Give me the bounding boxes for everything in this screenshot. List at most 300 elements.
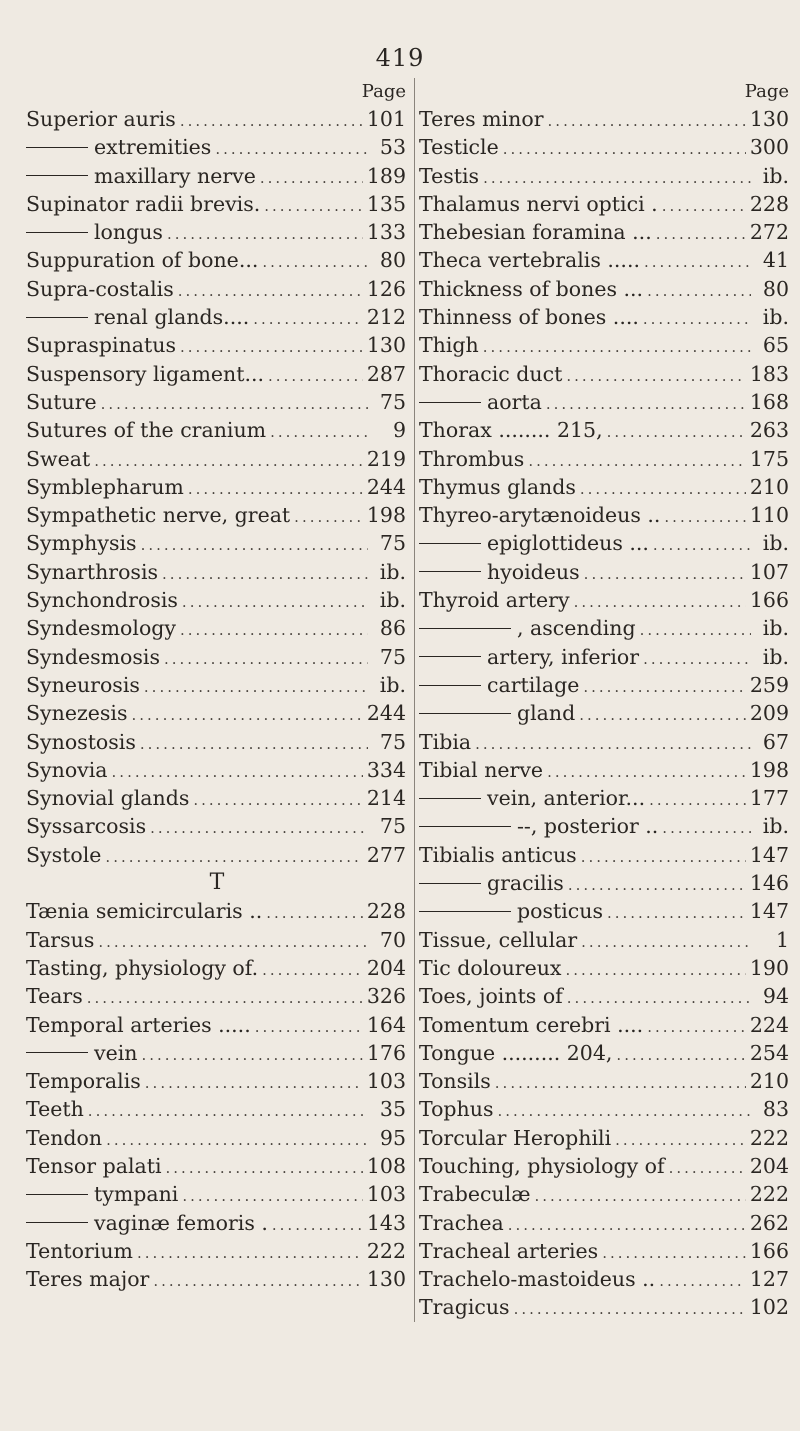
- leader-dots: [182, 1182, 362, 1208]
- index-entry: [26, 416, 408, 444]
- leader-dots: [508, 1211, 746, 1237]
- index-entry: [419, 614, 791, 642]
- index-entry: [419, 841, 791, 869]
- entry-page: 228: [366, 899, 406, 924]
- entry-term: Suppuration of bone...: [26, 248, 259, 273]
- entry-page: 75: [379, 644, 406, 669]
- index-entry: [26, 360, 408, 388]
- entry-page: 164: [366, 1012, 406, 1037]
- index-entry: [26, 982, 408, 1010]
- leader-dots: [643, 305, 751, 331]
- leader-dots: [483, 164, 751, 190]
- entry-term: Thrombus: [419, 446, 525, 471]
- ditto-dash: [419, 911, 511, 912]
- entry-page: 41: [762, 248, 789, 273]
- entry-term: Thinness of bones ....: [419, 305, 639, 330]
- entry-page: 210: [749, 474, 789, 499]
- leader-dots: [144, 673, 368, 699]
- entry-term: Symphysis: [26, 531, 137, 556]
- entry-page: ib.: [762, 644, 789, 669]
- index-entry: [26, 1011, 408, 1039]
- index-entry: [26, 190, 408, 218]
- entry-page: 224: [749, 1012, 789, 1037]
- entry-term: Testicle: [419, 135, 499, 160]
- index-entry: [419, 897, 791, 925]
- entry-page: 35: [379, 1097, 406, 1122]
- leader-dots: [106, 1126, 368, 1152]
- leader-dots: [255, 1013, 363, 1039]
- entry-page: 130: [749, 107, 789, 131]
- index-entry: [26, 926, 408, 954]
- leader-dots: [88, 1097, 368, 1123]
- entry-term: Toes, joints of: [419, 984, 563, 1009]
- entry-page: 177: [749, 786, 789, 811]
- index-entry: [26, 133, 408, 161]
- index-entry: [419, 784, 791, 812]
- index-list: [419, 105, 791, 1322]
- entry-page: 70: [379, 927, 406, 952]
- index-entry: [26, 954, 408, 982]
- index-entry: [26, 1209, 408, 1237]
- entry-page: 75: [379, 729, 406, 754]
- entry-term: Synostosis: [26, 729, 136, 754]
- entry-term: Thalamus nervi optici .: [419, 191, 658, 216]
- leader-dots: [644, 248, 751, 274]
- leader-dots: [260, 164, 363, 190]
- leader-dots: [546, 390, 746, 416]
- index-entry: [419, 643, 791, 671]
- index-column-left: [26, 78, 408, 1293]
- index-entry: [26, 1265, 408, 1293]
- entry-term: renal glands....: [94, 305, 250, 330]
- entry-term: , ascending: [517, 616, 636, 641]
- entry-term: Teres minor: [419, 107, 544, 131]
- entry-page: ib.: [379, 559, 406, 584]
- entry-term: Temporal arteries .....: [26, 1012, 251, 1037]
- index-entry: [26, 388, 408, 416]
- entry-page: 228: [749, 191, 789, 216]
- entry-term: hyoideus: [487, 559, 580, 584]
- index-entry: [419, 1293, 791, 1321]
- leader-dots: [669, 1154, 746, 1180]
- index-entry: [419, 331, 791, 359]
- page-number: 419: [375, 44, 425, 72]
- leader-dots: [182, 588, 368, 614]
- entry-term: Thorax ........ 215,: [419, 418, 603, 443]
- leader-dots: [547, 758, 746, 784]
- leader-dots: [664, 503, 745, 529]
- index-entry: [26, 162, 408, 190]
- leader-dots: [266, 899, 363, 925]
- index-entry: [26, 1180, 408, 1208]
- entry-page: 219: [366, 446, 406, 471]
- leader-dots: [141, 1041, 362, 1067]
- entry-page: 210: [749, 1069, 789, 1094]
- entry-page: 94: [762, 984, 789, 1009]
- leader-dots: [579, 701, 746, 727]
- index-entry: [419, 105, 791, 133]
- index-entry: [419, 728, 791, 756]
- leader-dots: [153, 1267, 363, 1293]
- leader-dots: [649, 786, 746, 812]
- entry-term: Superior auris: [26, 107, 176, 131]
- entry-term: Tomentum cerebri ....: [419, 1012, 644, 1037]
- ditto-dash: [419, 628, 511, 629]
- entry-page: 83: [762, 1097, 789, 1122]
- entry-page: 67: [762, 729, 789, 754]
- entry-term: Thoracic duct: [419, 361, 563, 386]
- entry-term: Synezesis: [26, 701, 128, 726]
- leader-dots: [607, 899, 746, 925]
- entry-term: maxillary nerve: [94, 163, 256, 188]
- leader-dots: [270, 418, 368, 444]
- entry-term: Teres major: [26, 1267, 150, 1292]
- index-entry: [419, 1067, 791, 1095]
- entry-term: longus: [94, 220, 163, 245]
- index-entry: [419, 473, 791, 501]
- index-entry: [26, 473, 408, 501]
- entry-term: Tic doloureux: [419, 955, 562, 980]
- index-entry: [26, 445, 408, 473]
- leader-dots: [178, 277, 363, 303]
- entry-term: Tendon: [26, 1125, 103, 1150]
- leader-dots: [483, 333, 751, 359]
- index-entry: [419, 303, 791, 331]
- leader-dots: [87, 984, 363, 1010]
- index-entry: [26, 501, 408, 529]
- entry-term: Theca vertebralis .....: [419, 248, 640, 273]
- entry-term: Synovia: [26, 757, 108, 782]
- entry-page: 75: [379, 531, 406, 556]
- leader-dots: [137, 1239, 363, 1265]
- leader-dots: [162, 560, 368, 586]
- entry-page: 222: [366, 1238, 406, 1263]
- leader-dots: [567, 984, 751, 1010]
- entry-page: 80: [762, 276, 789, 301]
- entry-term: gracilis: [487, 871, 564, 896]
- entry-term: Trachelo-mastoideus ..: [419, 1267, 656, 1292]
- ditto-dash: [419, 656, 481, 657]
- ditto-dash: [26, 1222, 88, 1223]
- entry-page: 143: [366, 1210, 406, 1235]
- leader-dots: [98, 928, 368, 954]
- entry-page: 262: [749, 1210, 789, 1235]
- leader-dots: [145, 1069, 363, 1095]
- leader-dots: [188, 475, 363, 501]
- leader-dots: [662, 814, 751, 840]
- ditto-dash: [26, 147, 88, 148]
- index-entry: [26, 643, 408, 671]
- leader-dots: [215, 135, 368, 161]
- entry-term: Tarsus: [26, 927, 95, 952]
- ditto-dash: [419, 713, 511, 714]
- index-entry: [419, 133, 791, 161]
- entry-page: 147: [749, 899, 789, 924]
- index-entry: [419, 275, 791, 303]
- entry-page: 9: [392, 418, 406, 443]
- entry-page: 103: [366, 1182, 406, 1207]
- index-entry: [419, 982, 791, 1010]
- entry-page: ib.: [762, 814, 789, 839]
- index-entry: [419, 1039, 791, 1067]
- entry-page: 244: [366, 474, 406, 499]
- index-entry: [419, 501, 791, 529]
- leader-dots: [615, 1126, 746, 1152]
- leader-dots: [94, 447, 363, 473]
- index-entry: [26, 1039, 408, 1067]
- index-entry: [26, 331, 408, 359]
- ditto-dash: [419, 883, 481, 884]
- entry-page: 272: [749, 220, 789, 245]
- index-entry: [26, 784, 408, 812]
- leader-dots: [101, 390, 368, 416]
- index-list: [26, 105, 408, 1293]
- entry-term: Tongue ......... 204,: [419, 1040, 613, 1065]
- entry-page: 75: [379, 814, 406, 839]
- entry-page: 214: [366, 786, 406, 811]
- entry-page: 189: [366, 163, 406, 188]
- entry-term: Trachea: [419, 1210, 504, 1235]
- entry-page: 300: [749, 135, 789, 160]
- entry-page: 130: [366, 1267, 406, 1292]
- index-entry: [26, 614, 408, 642]
- index-entry: [26, 1124, 408, 1152]
- leader-dots: [180, 616, 368, 642]
- entry-page: 190: [749, 955, 789, 980]
- ditto-dash: [419, 402, 481, 403]
- index-entry: [419, 1180, 791, 1208]
- index-entry: [419, 699, 791, 727]
- index-entry: [26, 756, 408, 784]
- leader-dots: [475, 730, 751, 756]
- leader-dots: [180, 333, 363, 359]
- entry-term: Tentorium: [26, 1238, 133, 1263]
- entry-term: Tragicus: [419, 1295, 510, 1320]
- entry-term: aorta: [487, 389, 542, 414]
- column-header: Page: [361, 81, 406, 102]
- leader-dots: [574, 588, 746, 614]
- entry-page: 166: [749, 1238, 789, 1263]
- entry-term: Tophus: [419, 1097, 494, 1122]
- index-entry: [419, 162, 791, 190]
- leader-dots: [662, 192, 746, 218]
- entry-page: 147: [749, 842, 789, 867]
- entry-term: extremities: [94, 135, 212, 160]
- index-entry: [26, 275, 408, 303]
- entry-page: ib.: [762, 531, 789, 556]
- entry-page: 53: [379, 135, 406, 160]
- index-entry: [419, 586, 791, 614]
- entry-page: 175: [749, 446, 789, 471]
- entry-page: 198: [749, 757, 789, 782]
- leader-dots: [180, 107, 363, 133]
- index-entry: [26, 728, 408, 756]
- entry-term: Sutures of the cranium: [26, 418, 267, 443]
- index-entry: [419, 558, 791, 586]
- entry-page: 95: [379, 1125, 406, 1150]
- entry-term: Synarthrosis: [26, 559, 159, 584]
- index-entry: [419, 1095, 791, 1123]
- entry-page: 101: [366, 107, 406, 131]
- entry-term: Sweat: [26, 446, 91, 471]
- entry-term: Supinator radii brevis.: [26, 191, 261, 216]
- entry-term: Tibial nerve: [419, 757, 544, 782]
- leader-dots: [583, 673, 746, 699]
- column-header: Page: [744, 81, 789, 102]
- section-letter: [26, 869, 408, 897]
- entry-page: 204: [749, 1153, 789, 1178]
- leader-dots: [503, 135, 746, 161]
- entry-page: 110: [749, 503, 789, 528]
- index-entry: [419, 1152, 791, 1180]
- entry-page: 133: [366, 220, 406, 245]
- entry-term: cartilage: [487, 672, 580, 697]
- leader-dots: [580, 475, 746, 501]
- entry-term: Tasting, physiology of.: [26, 955, 259, 980]
- index-entry: [26, 558, 408, 586]
- ditto-dash: [26, 1194, 88, 1195]
- index-entry: [419, 529, 791, 557]
- index-entry: [26, 1237, 408, 1265]
- leader-dots: [647, 1013, 746, 1039]
- entry-term: Syndesmosis: [26, 644, 160, 669]
- leader-dots: [581, 928, 751, 954]
- entry-term: Thyreo-arytænoideus ..: [419, 503, 661, 528]
- entry-page: 80: [379, 248, 406, 273]
- index-entry: [419, 388, 791, 416]
- entry-term: Tensor palati: [26, 1153, 162, 1178]
- entry-term: Syssarcosis: [26, 814, 147, 839]
- entry-term: Supraspinatus: [26, 333, 176, 358]
- entry-term: Systole: [26, 842, 102, 867]
- entry-page: 222: [749, 1182, 789, 1207]
- ditto-dash: [419, 826, 511, 827]
- entry-term: vaginæ femoris .: [94, 1210, 268, 1235]
- entry-page: 168: [749, 389, 789, 414]
- entry-page: 198: [366, 503, 406, 528]
- ditto-dash: [26, 1052, 88, 1053]
- entry-term: Syneurosis: [26, 672, 140, 697]
- entry-term: Teeth: [26, 1097, 84, 1122]
- leader-dots: [643, 645, 751, 671]
- index-entry: [419, 1209, 791, 1237]
- index-entry: [419, 1265, 791, 1293]
- leader-dots: [272, 1211, 363, 1237]
- index-entry: [419, 190, 791, 218]
- entry-term: vein, anterior...: [487, 786, 646, 811]
- leader-dots: [193, 786, 363, 812]
- entry-page: 183: [749, 361, 789, 386]
- index-column-right: [414, 78, 791, 1322]
- entry-page: 127: [749, 1267, 789, 1292]
- leader-dots: [294, 503, 363, 529]
- index-entry: [419, 445, 791, 473]
- leader-dots: [514, 1295, 746, 1321]
- leader-dots: [141, 531, 368, 557]
- leader-dots: [164, 645, 368, 671]
- leader-dots: [566, 956, 746, 982]
- entry-page: 212: [366, 305, 406, 330]
- entry-term: gland: [517, 701, 576, 726]
- index-entry: [26, 1095, 408, 1123]
- leader-dots: [568, 871, 746, 897]
- leader-dots: [264, 192, 363, 218]
- entry-term: tympani: [94, 1182, 179, 1207]
- leader-dots: [656, 220, 746, 246]
- ditto-dash: [419, 685, 481, 686]
- index-entry: [419, 246, 791, 274]
- entry-term: posticus: [517, 899, 603, 924]
- index-entry: [419, 869, 791, 897]
- index-entry: [419, 218, 791, 246]
- index-entry: [419, 926, 791, 954]
- entry-page: 135: [366, 191, 406, 216]
- leader-dots: [602, 1239, 746, 1265]
- entry-page: 259: [749, 672, 789, 697]
- index-entry: [26, 897, 408, 925]
- entry-page: ib.: [762, 616, 789, 641]
- entry-term: epiglottideus ...: [487, 531, 649, 556]
- entry-page: 107: [749, 559, 789, 584]
- entry-page: 326: [366, 984, 406, 1009]
- entry-term: Trabeculæ: [419, 1182, 531, 1207]
- entry-page: 287: [366, 361, 406, 386]
- entry-page: ib.: [762, 163, 789, 188]
- entry-term: Torcular Herophili: [419, 1125, 612, 1150]
- ditto-dash: [419, 798, 481, 799]
- entry-term: Suspensory ligament...: [26, 361, 265, 386]
- entry-term: Sympathetic nerve, great: [26, 503, 291, 528]
- entry-page: 130: [366, 333, 406, 358]
- entry-term: Testis: [419, 163, 480, 188]
- entry-page: ib.: [379, 672, 406, 697]
- entry-term: Synovial glands: [26, 786, 190, 811]
- entry-page: 102: [749, 1295, 789, 1320]
- entry-page: 86: [379, 616, 406, 641]
- index-entry: [26, 841, 408, 869]
- leader-dots: [262, 956, 363, 982]
- ditto-dash: [26, 175, 88, 176]
- entry-page: 277: [366, 842, 406, 867]
- entry-page: 222: [749, 1125, 789, 1150]
- index-entry: [26, 105, 408, 133]
- entry-term: Touching, physiology of: [419, 1153, 665, 1178]
- ditto-dash: [26, 232, 88, 233]
- leader-dots: [105, 843, 362, 869]
- leader-dots: [262, 248, 368, 274]
- entry-term: Syndesmology: [26, 616, 176, 641]
- leader-dots: [659, 1267, 746, 1293]
- entry-term: Symblepharum: [26, 474, 184, 499]
- entry-term: Tibia: [419, 729, 472, 754]
- ditto-dash: [26, 317, 88, 318]
- ditto-dash: [419, 571, 481, 572]
- entry-page: 176: [366, 1040, 406, 1065]
- leader-dots: [566, 362, 746, 388]
- entry-page: 166: [749, 588, 789, 613]
- entry-term: vein: [94, 1040, 138, 1065]
- entry-term: Synchondrosis: [26, 588, 178, 613]
- index-entry: [26, 529, 408, 557]
- entry-term: artery, inferior: [487, 644, 640, 669]
- index-entry: [26, 303, 408, 331]
- leader-dots: [548, 107, 746, 133]
- leader-dots: [268, 362, 363, 388]
- leader-dots: [112, 758, 363, 784]
- index-entry: [26, 586, 408, 614]
- entry-term: Thickness of bones ...: [419, 276, 644, 301]
- entry-page: 65: [762, 333, 789, 358]
